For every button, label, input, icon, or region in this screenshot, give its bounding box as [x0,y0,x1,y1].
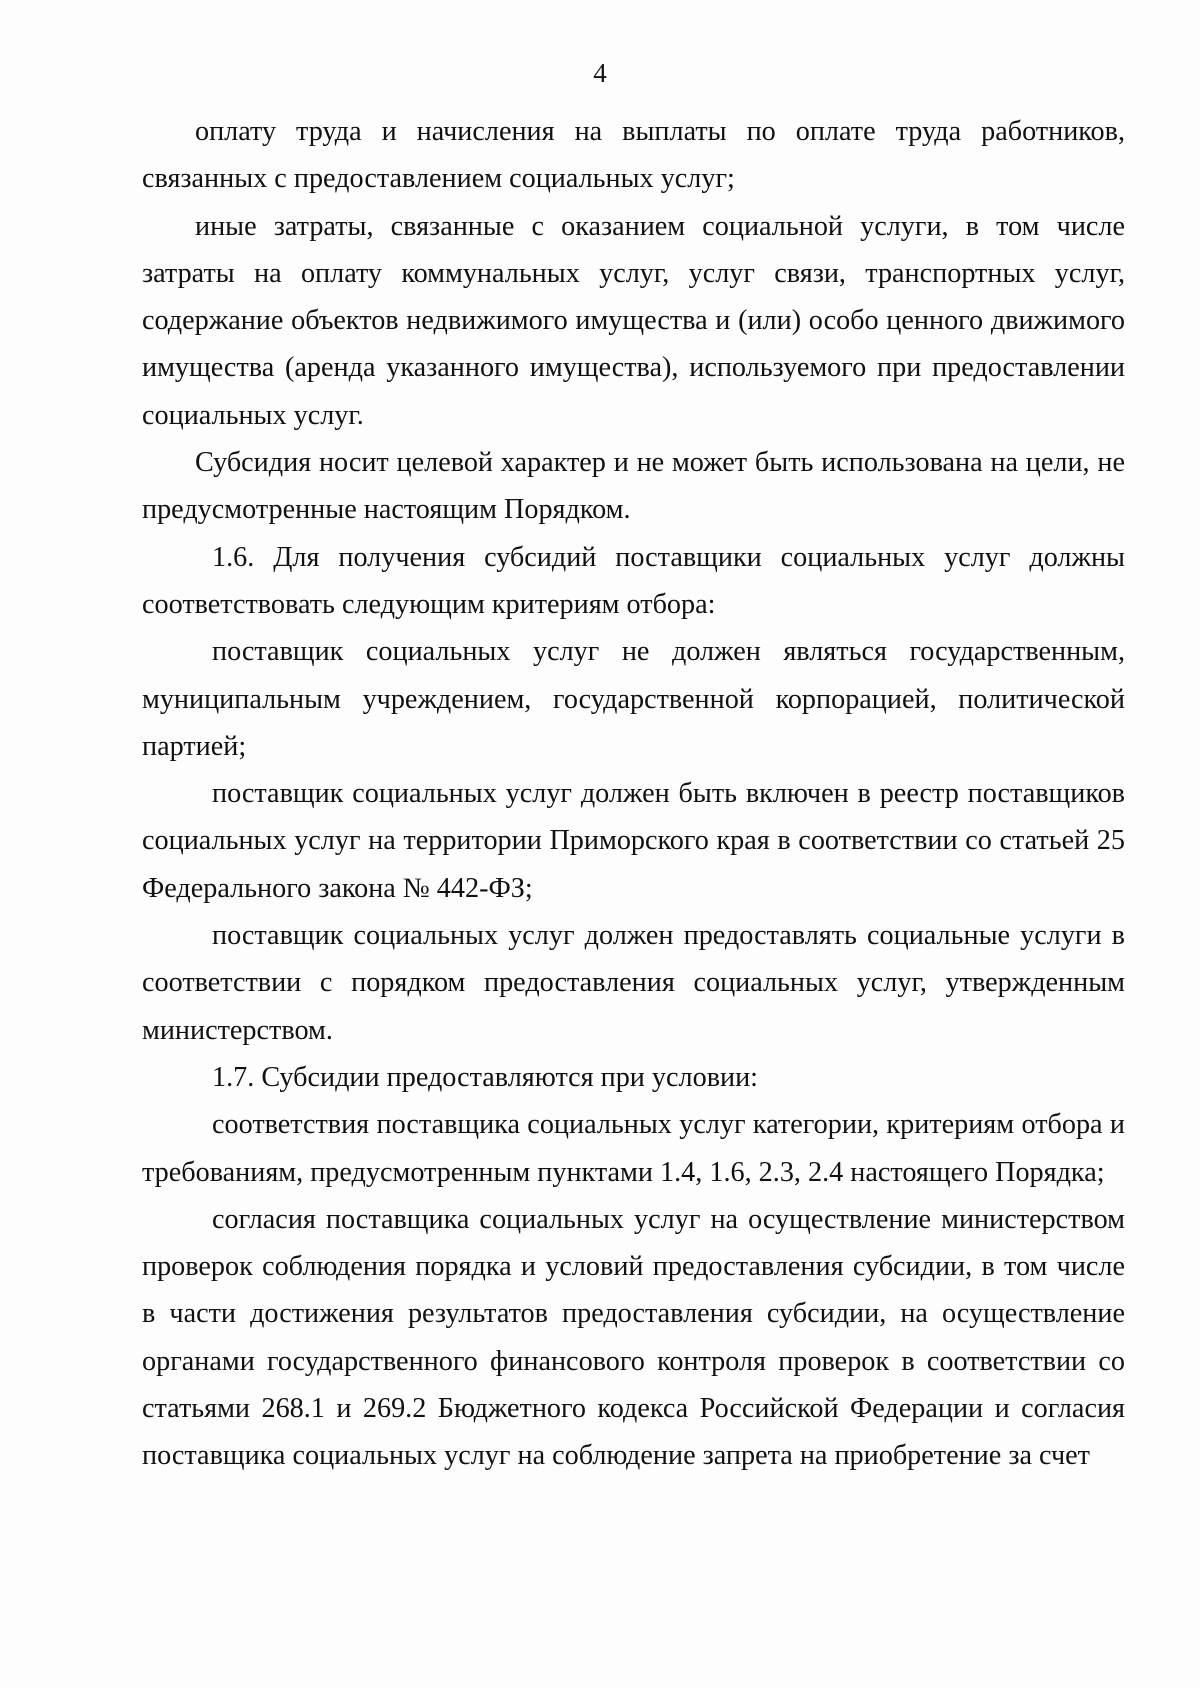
paragraph-criterion-status: поставщик социальных услуг не должен являться государственным, муниципальным учреждением, государственной корпорацией, политической партией; [142,636,1125,762]
paragraph-criterion-procedure: поставщик социальных услуг должен предоставлять социальные услуги в соответствии с порядком предоставления социальных услуг, утвержденным министерством. [142,920,1125,1046]
paragraph-section-1-7: 1.7. Субсидии предоставляются при условии: [212,1061,759,1093]
paragraph-labor-costs: оплату труда и начисления на выплаты по оплате труда работников, связанных с предоставлением социальных услуг; [142,116,1125,195]
page-number: 4 [593,58,607,88]
paragraph-subsidy-purpose: Субсидия носит целевой характер и не может быть использована на цели, не предусмотренные настоящим Порядком. [142,447,1125,526]
paragraph-condition-compliance: соответствия поставщика социальных услуг категории, критериям отбора и требованиям, предусмотренным пунктами 1.4, 1.6, 2.3, 2.4 настоящего Порядка; [142,1109,1125,1188]
paragraph-other-costs: иные затраты, связанные с оказанием социальной услуги, в том числе затраты на оплату коммунальных услуг, услуг связи, транспортных услуг, содержание объектов недвижимого имущества и (или) особо ценного движимого имущества (аренда указанного имущества), используемого при предоставлении социальных услуг. [142,210,1125,431]
paragraph-section-1-6: 1.6. Для получения субсидий поставщики социальных услуг должны соответствовать следующим критериям отбора: [142,541,1125,620]
paragraph-criterion-registry: поставщик социальных услуг должен быть включен в реестр поставщиков социальных услуг на территории Приморского края в соответствии со статьей 25 Федерального закона № 442-ФЗ; [142,778,1125,904]
paragraph-condition-consent: согласия поставщика социальных услуг на осуществление министерством проверок соблюдения порядка и условий предоставления субсидии, в том числе в части достижения результатов предоставления субсидии, на осуществление органами государственного финансового контроля проверок в соответствии со статьями 268.1 и 269.2 Бюджетного кодекса Российской Федерации и согласия поставщика социальных услуг на соблюдение запрета на приобретение за счет [142,1203,1125,1472]
document-body [142,108,1125,1480]
